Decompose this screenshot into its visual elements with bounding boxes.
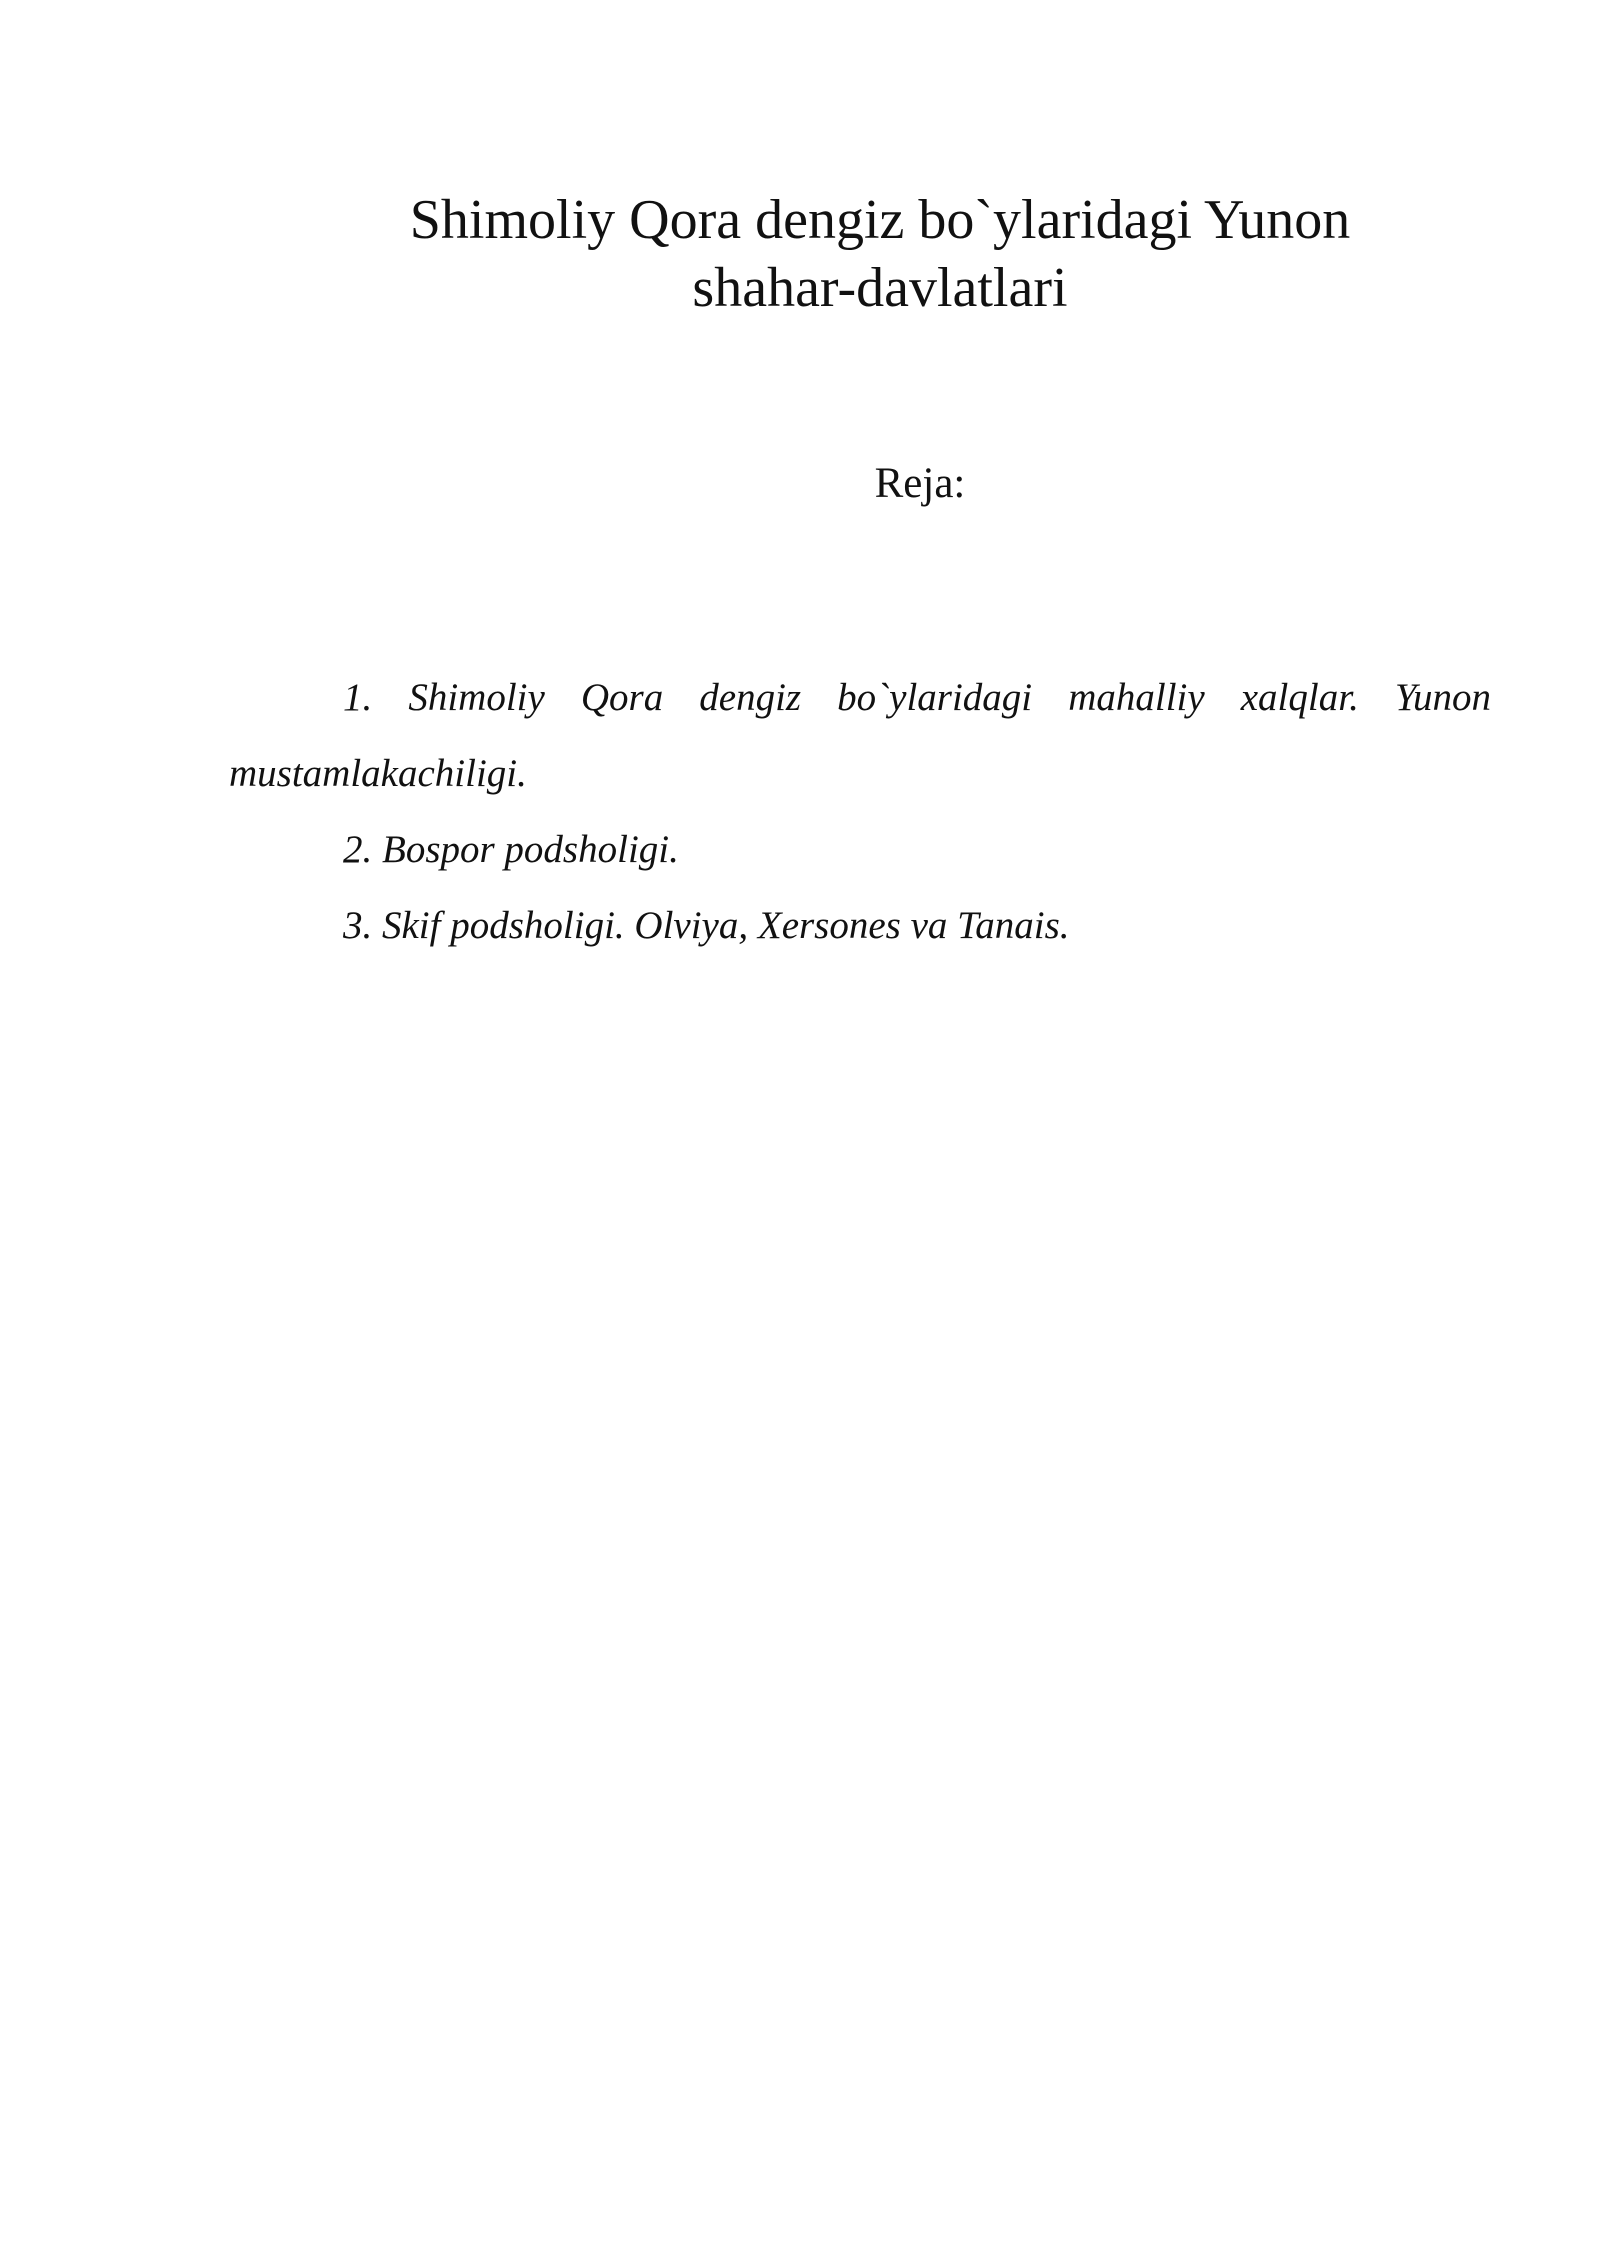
plan-item-2: 2. Bospor podsholigi. (343, 828, 679, 871)
plan-item-1-line-2: mustamlakachiligi. (229, 752, 527, 795)
document-title (330, 186, 1430, 322)
plan-item-3: 3. Skif podsholigi. Olviya, Xersones va Tanais. (343, 904, 1070, 947)
plan-list (229, 660, 1491, 964)
plan-heading: Reja: (874, 460, 966, 507)
document-title-line-1: Shimoliy Qora dengiz bo`ylaridagi Yunon (409, 189, 1351, 251)
plan-item-1 (229, 660, 1491, 812)
document-title-line-2: shahar-davlatlari (692, 257, 1068, 319)
plan-item-1-line-1: 1. Shimoliy Qora dengiz bo`ylaridagi mahalliy xalqlar. Yunon (343, 676, 1491, 719)
